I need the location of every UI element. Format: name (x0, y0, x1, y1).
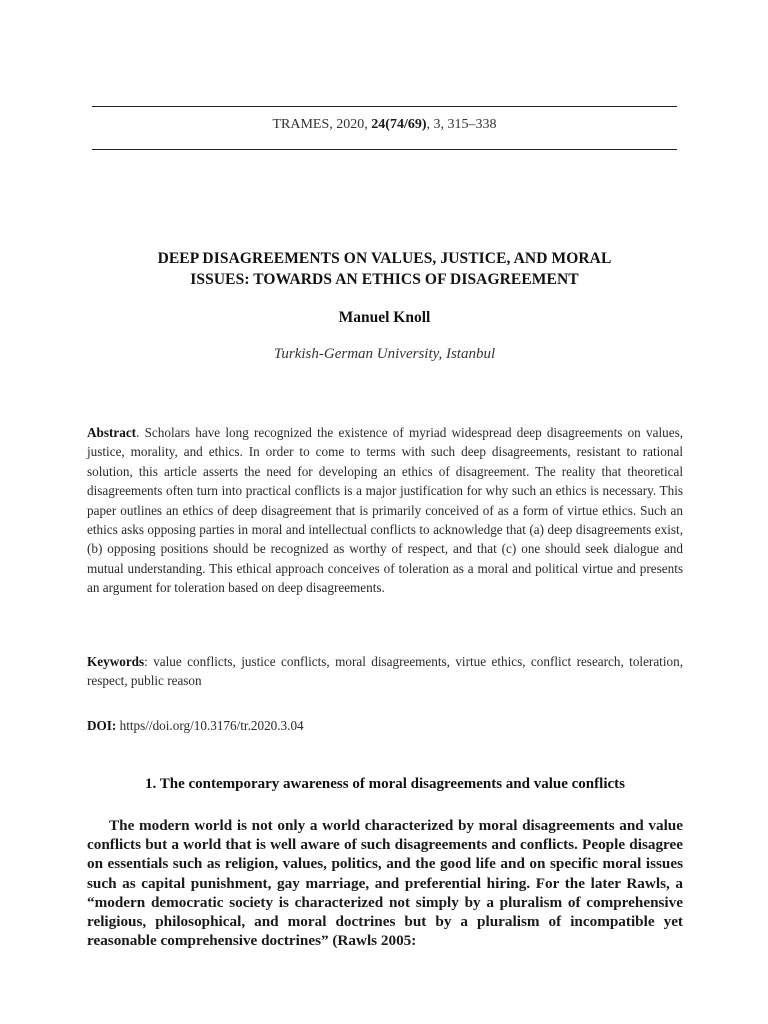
author-affiliation: Turkish-German University, Istanbul (273, 346, 496, 362)
keywords (87, 652, 683, 691)
header-rule-top (92, 106, 677, 107)
doi-label: DOI: (87, 718, 117, 733)
keywords-text: : value conflicts, justice conflicts, moral disagreements, virtue ethics, conflict research, toleration, respect, public reason (87, 654, 683, 689)
journal-issue-pages: , 3, 315–338 (426, 117, 497, 132)
article-title-line-2: ISSUES: TOWARDS AN ETHICS OF DISAGREEMENT (190, 271, 579, 288)
doi-link[interactable]: https//doi.org/10.3176/tr.2020.3.04 (116, 718, 304, 733)
header-rule-bottom (92, 149, 677, 150)
abstract (87, 423, 683, 598)
journal-volume: 24(74/69) (371, 117, 427, 132)
journal-prefix: TRAMES, 2020, (272, 117, 372, 132)
abstract-label: Abstract (87, 425, 137, 440)
article-title (92, 248, 677, 290)
author-name: Manuel Knoll (338, 309, 431, 326)
section-heading: 1. The contemporary awareness of moral disagreements and value conflicts (145, 776, 625, 792)
abstract-text: . Scholars have long recognized the existence of myriad widespread deep disagreements on values, justice, morality, and ethics. In order to come to terms with such deep disagreements, resistant to rational solution, this article asserts the need for developing an ethics of disagreement. The reality that theoretical disagreements often turn into practical conflicts is a major justification for why such an ethics is necessary. This paper outlines an ethics of deep disagreement that is primarily conceived of as a form of virtue ethics. Such an ethics asks opposing parties in moral and intellectual conflicts to acknowledge that (a) deep disagreements exist, (b) opposing positions should be recognized as worthy of respect, and that (c) one should seek dialogue and mutual understanding. This ethical approach conceives of toleration as a moral and political virtue and presents an argument for toleration based on deep disagreements. (87, 425, 683, 596)
journal-citation (92, 117, 677, 133)
article-title-line-1: DEEP DISAGREEMENTS ON VALUES, JUSTICE, AND MORAL (157, 250, 612, 267)
keywords-label: Keywords (87, 654, 145, 669)
body-paragraph: The modern world is not only a world characterized by moral disagreements and value conflicts but a world that is well aware of such disagreements and conflicts. People disagree on essentials such as religion, values, politics, and the good life and on specific moral issues such as capital punishment, gay marriage, and preferential hiring. For the later Rawls, a “modern democratic society is characterized not simply by a pluralism of comprehensive religious, philosophical, and moral doctrines but by a pluralism of incompatible yet reasonable comprehensive doctrines” (Rawls 2005: (87, 817, 683, 950)
doi (87, 716, 683, 735)
